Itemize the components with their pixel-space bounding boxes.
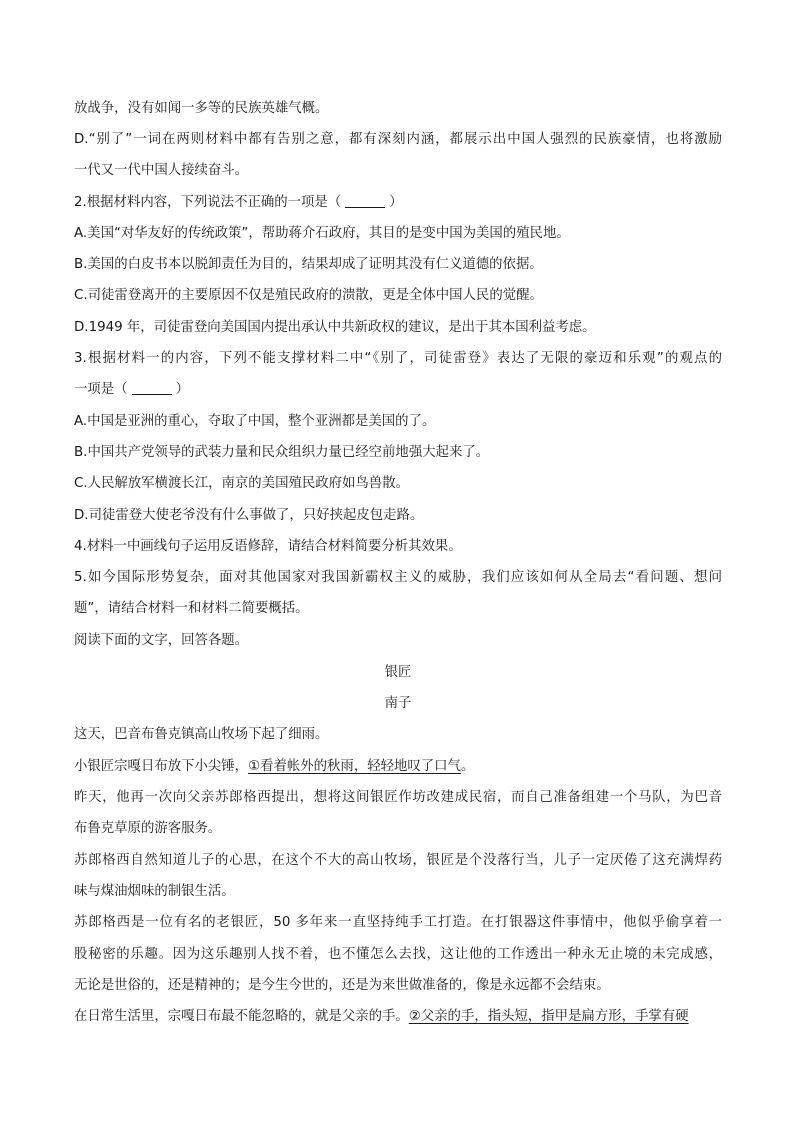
text-line: 放战争，没有如闻一多等的民族英雄气概。 xyxy=(74,101,329,116)
article-title: 银匠 xyxy=(384,665,412,680)
option-a: A.美国“对华友好的传统政策”，帮助蒋介石政府，其目的是变中国为美国的殖民地。 xyxy=(74,226,570,241)
option-d-line: D.“别了”一词在两则材料中都有告别之意，都有深刻内涵，都展示出中国人强烈的民族豪情，也将激励 xyxy=(74,132,722,147)
option-a: A.中国是亚洲的重心，夺取了中国，整个亚洲都是美国的了。 xyxy=(74,414,436,429)
option-b: B.中国共产党领导的武装力量和民众组织力量已经空前地强大起来了。 xyxy=(74,445,490,460)
question-3-cont xyxy=(74,379,722,401)
option-d: D.1949 年，司徒雷登向美国国内提出承认中共新政权的建议，是出于其本国利益考虑。 xyxy=(74,320,596,335)
paragraph-cont: 布鲁克草原的游客服务。 xyxy=(74,821,222,836)
paragraph: 这天，巴音布鲁克镇高山牧场下起了细雨。 xyxy=(74,727,329,742)
underlined-sentence-1: ①看着帐外的秋雨，轻轻地叹了口气 xyxy=(248,759,461,774)
question-text: ） xyxy=(389,195,403,210)
option-c: C.人民解放军横渡长江，南京的美国殖民政府如鸟兽散。 xyxy=(74,476,409,491)
question-2 xyxy=(74,192,722,214)
paragraph: 昨天，他再一次向父亲苏郎格西提出，想将这间银匠作坊改建成民宿，而自己准备组建一个马队，为巴音 xyxy=(74,790,722,805)
question-text: 一项是（ xyxy=(74,382,128,397)
answer-blank[interactable] xyxy=(132,380,172,395)
reading-instruction: 阅读下面的文字，回答各题。 xyxy=(74,633,249,648)
paragraph: 苏郎格西自然知道儿子的心思，在这个不大的高山牧场，银匠是个没落行当，儿子一定厌倦了这充满焊药 xyxy=(74,853,722,868)
text: 。 xyxy=(460,759,475,774)
text: 小银匠宗嘎日布放下小尖锤， xyxy=(74,759,249,774)
paragraph-cont: 味与煤油烟味的制银生活。 xyxy=(74,884,235,899)
paragraph-cont: 无论是世俗的，还是精神的；是今生今世的，还是为来世做准备的，像是永远都不会结束。 xyxy=(74,978,610,993)
text-line: 一代又一代中国人接续奋斗。 xyxy=(74,163,249,178)
question-5-cont: 题”，请结合材料一和材料二简要概括。 xyxy=(74,601,309,616)
paragraph xyxy=(74,756,722,778)
underlined-sentence-2: ②父亲的手，指头短，指甲是扁方形，手掌有硬 xyxy=(408,1009,689,1024)
text: 在日常生活里，宗嘎日布最不能忽略的，就是父亲的手。 xyxy=(74,1009,409,1024)
option-c: C.司徒雷登离开的主要原因不仅是殖民政府的溃散，更是全体中国人民的觉醒。 xyxy=(74,288,543,303)
question-3: 3.根据材料一的内容，下列不能支撑材料二中“《别了，司徒雷登》表达了无限的豪迈和乐观”的观点的 xyxy=(74,351,722,366)
paragraph-cont: 股秘密的乐趣。因为这乐趣别人找不着，也不懂怎么去找，这让他的工作透出一种永无止境的未完成感， xyxy=(74,947,722,962)
paragraph: 苏郎格西是一位有名的老银匠，50 多年来一直坚持纯手工打造。在打银器这件事情中，他似乎偷享着一 xyxy=(74,915,722,930)
question-4: 4.材料一中画线句子运用反语修辞，请结合材料简要分析其效果。 xyxy=(74,539,462,554)
option-d: D.司徒雷登大使老爷没有什么事做了，只好挟起皮包走路。 xyxy=(74,508,424,523)
question-text: 2.根据材料内容，下列说法不正确的一项是（ xyxy=(74,195,342,210)
article-author: 南子 xyxy=(384,696,412,711)
option-b: B.美国的白皮书本以脱卸责任为目的，结果却成了证明其没有仁义道德的依据。 xyxy=(74,257,543,272)
paragraph xyxy=(74,1006,722,1028)
question-text: ） xyxy=(175,382,189,397)
question-5: 5.如今国际形势复杂，面对其他国家对我国新霸权主义的威胁，我们应该如何从全局去“看问题、想问 xyxy=(74,570,722,585)
answer-blank[interactable] xyxy=(345,193,385,208)
